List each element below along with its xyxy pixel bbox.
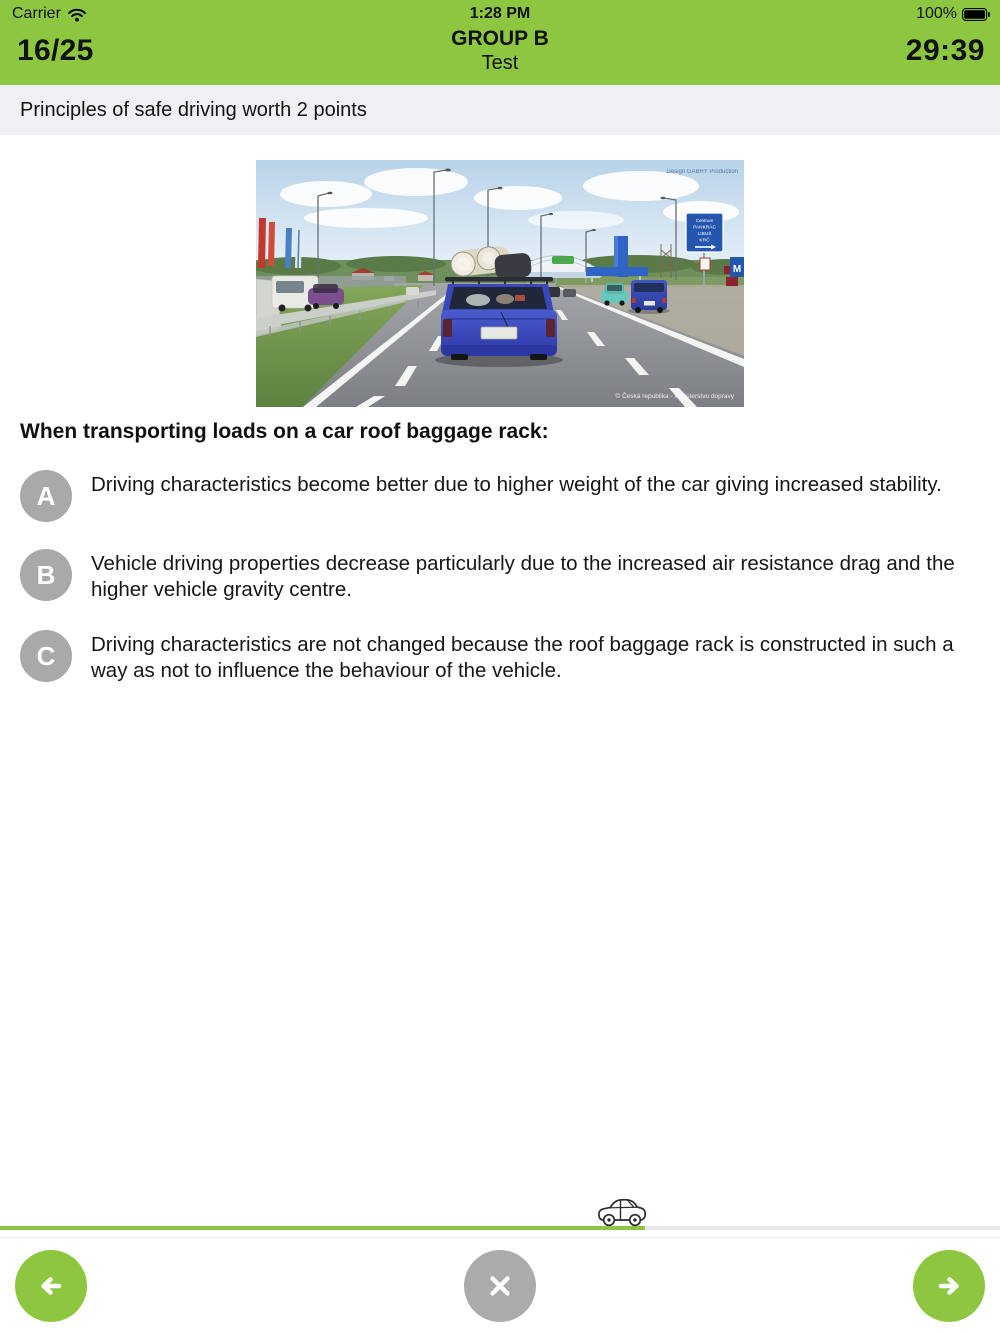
option-a-text: Driving characteristics become better due to higher weight of the car giving increased stability.: [91, 473, 942, 496]
question-text: When transporting loads on a car roof baggage rack:: [20, 420, 549, 443]
option-b-badge: B: [20, 549, 72, 601]
mode-subtitle: Test: [481, 51, 519, 74]
question-counter: 16/25: [17, 34, 94, 67]
question-photo: [256, 160, 744, 407]
previous-question-button[interactable]: [15, 1250, 87, 1322]
group-title: GROUP B: [451, 27, 549, 50]
topic-label: Principles of safe driving worth 2 points: [20, 98, 367, 121]
svg-text:Centrum: Centrum: [695, 218, 714, 223]
progress-fill: [0, 1226, 645, 1230]
option-c[interactable]: [20, 630, 975, 684]
countdown-timer: 29:39: [905, 34, 985, 67]
option-a-badge: A: [20, 470, 72, 522]
blue-van: [628, 280, 670, 314]
end-test-button[interactable]: [464, 1250, 536, 1322]
arrow-left-icon: [34, 1269, 68, 1303]
photo-credit-top: Design GABRY Production: [666, 169, 738, 175]
status-time: 1:28 PM: [469, 5, 531, 22]
battery-percent-label: 100%: [916, 5, 957, 22]
svg-text:M: M: [732, 264, 742, 275]
svg-text:PANKRÁC: PANKRÁC: [693, 225, 716, 231]
topic-bar: [0, 85, 1000, 135]
bottom-toolbar: [0, 1237, 1000, 1334]
status-bar: [0, 3, 1000, 27]
option-a[interactable]: [20, 470, 975, 522]
battery-icon: [962, 8, 990, 21]
app-header: [0, 0, 1000, 85]
arrow-right-icon: [932, 1269, 966, 1303]
teal-car: [601, 283, 628, 306]
progress-track: [0, 1226, 1000, 1230]
photo-credit-bottom: © Česká republika - Ministerstvo dopravy: [615, 393, 734, 400]
option-c-text: Driving characteristics are not changed because the roof baggage rack is constructed in such a way as not to influence the behaviour of the vehicle.: [91, 633, 954, 682]
answer-options: [20, 470, 975, 684]
option-b[interactable]: [20, 549, 975, 603]
carrier-label: Carrier: [12, 5, 61, 22]
progress-car-icon: [596, 1193, 648, 1227]
svg-text:LIBUŠ: LIBUŠ: [697, 232, 712, 237]
svg-text:KRČ: KRČ: [699, 238, 710, 244]
highway-scene-illustration: [256, 160, 744, 407]
close-icon: [483, 1269, 517, 1303]
next-question-button[interactable]: [913, 1250, 985, 1322]
option-b-text: Vehicle driving properties decrease particularly due to the increased air resistance drag and the higher vehicle gravity centre.: [91, 552, 955, 601]
option-c-badge: C: [20, 630, 72, 682]
